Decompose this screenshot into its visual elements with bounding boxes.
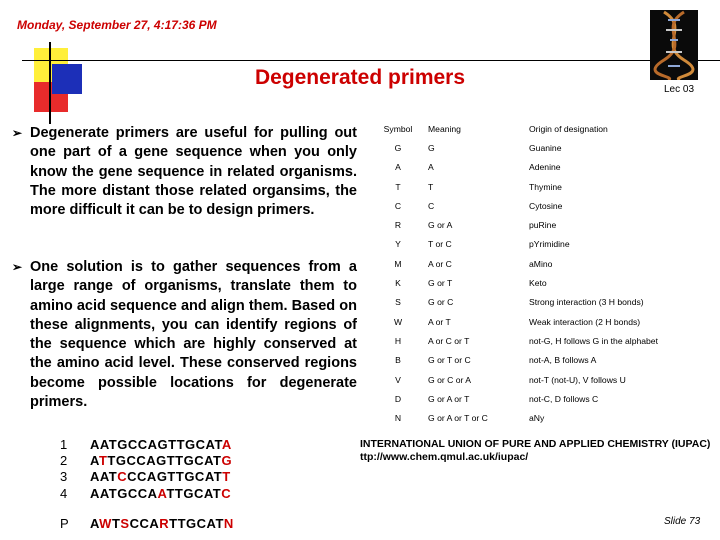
variable-base: T	[222, 469, 231, 484]
conserved-bases: TTGCAT	[169, 516, 224, 531]
arrow-bullet-icon: ➢	[12, 260, 23, 274]
symbol-cell: N	[394, 413, 402, 424]
sequence-number: 1	[60, 437, 68, 452]
variable-base: A	[157, 486, 167, 501]
table-row	[368, 215, 714, 234]
variable-base: C	[221, 486, 232, 501]
slide-title: Degenerated primers	[254, 66, 466, 89]
iupac-reference: INTERNATIONAL UNION OF PURE AND APPLIED CHEMISTRY (IUPAC) ttp://www.chem.qmul.ac.uk/iupac/	[360, 438, 711, 463]
symbol-cell: D	[394, 393, 402, 404]
dna-helix-image	[650, 10, 698, 80]
symbol-cell: V	[395, 374, 401, 385]
origin-cell: Keto	[529, 278, 547, 289]
lecture-label: Lec 03	[664, 84, 695, 95]
variable-base: W	[99, 516, 112, 531]
dna-helix-icon	[650, 10, 698, 80]
meaning-cell: G or T	[428, 278, 453, 289]
origin-cell: Thymine	[529, 181, 562, 192]
meaning-cell: G	[428, 142, 435, 153]
origin-cell: not-T (not-U), V follows U	[529, 374, 626, 385]
table-row	[368, 370, 714, 389]
meaning-cell: A	[428, 162, 434, 173]
conserved-bases: AATGCCAGTTGCAT	[90, 437, 222, 452]
symbol-cell: A	[395, 162, 401, 173]
decor-horizontal-line	[22, 60, 720, 61]
meaning-cell: T	[428, 181, 434, 192]
meaning-cell: A or C or T	[428, 335, 470, 346]
table-row	[368, 331, 714, 350]
sequence-row	[60, 437, 232, 452]
sequence-row	[60, 469, 231, 484]
origin-cell: Adenine	[529, 162, 561, 173]
table-row	[368, 235, 714, 254]
sequence-number: 3	[60, 469, 68, 484]
column-header: Meaning	[428, 123, 461, 134]
meaning-cell: T or C	[428, 239, 452, 250]
origin-cell: pYrimidine	[529, 239, 570, 250]
sequence-number: 4	[60, 486, 68, 501]
bullet-paragraph-2	[12, 258, 357, 412]
conserved-bases: CCAGTTGCAT	[127, 469, 223, 484]
symbol-cell: R	[394, 220, 402, 231]
table-row	[368, 273, 714, 292]
conserved-bases: TTGCAT	[166, 486, 222, 501]
origin-cell: not-C, D follows C	[529, 393, 599, 404]
arrow-bullet-icon: ➢	[12, 126, 23, 140]
symbol-cell: M	[394, 258, 402, 269]
variable-base: C	[117, 469, 128, 484]
variable-base: N	[223, 516, 234, 531]
primer-row	[60, 516, 234, 531]
column-header: Symbol	[383, 123, 413, 134]
table-row	[368, 138, 714, 157]
conserved-bases: T	[111, 516, 121, 531]
symbol-cell: H	[394, 335, 402, 346]
symbol-cell: W	[393, 316, 403, 327]
variable-base: G	[221, 453, 233, 468]
meaning-cell: G or A or T or C	[428, 413, 488, 424]
table-row	[368, 158, 714, 177]
table-row	[368, 196, 714, 215]
bullet-text: Degenerate primers are useful for pulling out one part of a gene sequence when you only know the gene sequence in related organisms. The more distant those related organsims, the more difficult it can be to design primers.	[30, 125, 357, 219]
iupac-code-table	[368, 119, 714, 428]
table-row	[368, 177, 714, 196]
symbol-cell: Y	[395, 239, 401, 250]
symbol-cell: G	[394, 142, 402, 153]
origin-cell: Guanine	[529, 142, 562, 153]
date-time-stamp: Monday, September 27, 4:17:36 PM	[17, 18, 217, 32]
conserved-bases: A	[90, 516, 100, 531]
origin-cell: Strong interaction (3 H bonds)	[529, 297, 644, 308]
origin-cell: not-G, H follows G in the alphabet	[529, 335, 658, 346]
variable-base: S	[120, 516, 130, 531]
table-row	[368, 389, 714, 408]
meaning-cell: C	[428, 200, 435, 211]
variable-base: A	[221, 437, 232, 452]
variable-base: R	[159, 516, 170, 531]
bullet-text: One solution is to gather sequences from a large range of organisms, translate them to amino acid sequence and align them. Based on these alignments, you can identify regions of the sequence which are highly conserved at the amino acid level. These conserved regions become possible locations for degenerate primers.	[30, 259, 357, 411]
table-header-row	[368, 119, 714, 138]
slide-number: Slide 73	[664, 516, 701, 527]
meaning-cell: G or T or C	[428, 355, 471, 366]
meaning-cell: G or A or T	[428, 393, 470, 404]
symbol-cell: K	[395, 278, 401, 289]
meaning-cell: G or A	[428, 220, 453, 231]
origin-cell: aNy	[529, 413, 545, 424]
meaning-cell: A or T	[428, 316, 451, 327]
meaning-cell: G or C or A	[428, 374, 471, 385]
sequence-row	[60, 453, 232, 468]
table-row	[368, 254, 714, 273]
meaning-cell: A or C	[428, 258, 452, 269]
decor-blue-block	[52, 64, 82, 94]
conserved-bases: AAT	[90, 469, 118, 484]
table-row	[368, 351, 714, 370]
symbol-cell: C	[394, 200, 402, 211]
table-row	[368, 312, 714, 331]
origin-cell: not-A, B follows A	[529, 355, 597, 366]
sequence-row	[60, 486, 231, 501]
symbol-cell: T	[395, 181, 401, 192]
decor-vertical-line	[49, 42, 51, 124]
bullet-paragraph-1	[12, 124, 357, 220]
conserved-bases: CCA	[129, 516, 160, 531]
origin-cell: aMino	[529, 258, 553, 269]
table-row	[368, 408, 714, 427]
symbol-cell: S	[395, 297, 401, 308]
conserved-bases: A	[90, 453, 99, 468]
sequence-number: P	[60, 516, 70, 531]
sequence-number: 2	[60, 453, 68, 468]
column-header: Origin of designation	[529, 123, 608, 134]
table-row	[368, 293, 714, 312]
origin-cell: Weak interaction (2 H bonds)	[529, 316, 641, 327]
origin-cell: puRine	[529, 220, 557, 231]
symbol-cell: B	[395, 355, 401, 366]
meaning-cell: G or C	[428, 297, 454, 308]
conserved-bases: AATGCCA	[90, 486, 158, 501]
conserved-bases: TGCCAGTTGCAT	[107, 453, 222, 468]
origin-cell: Cytosine	[529, 200, 563, 211]
variable-base: T	[98, 453, 108, 468]
